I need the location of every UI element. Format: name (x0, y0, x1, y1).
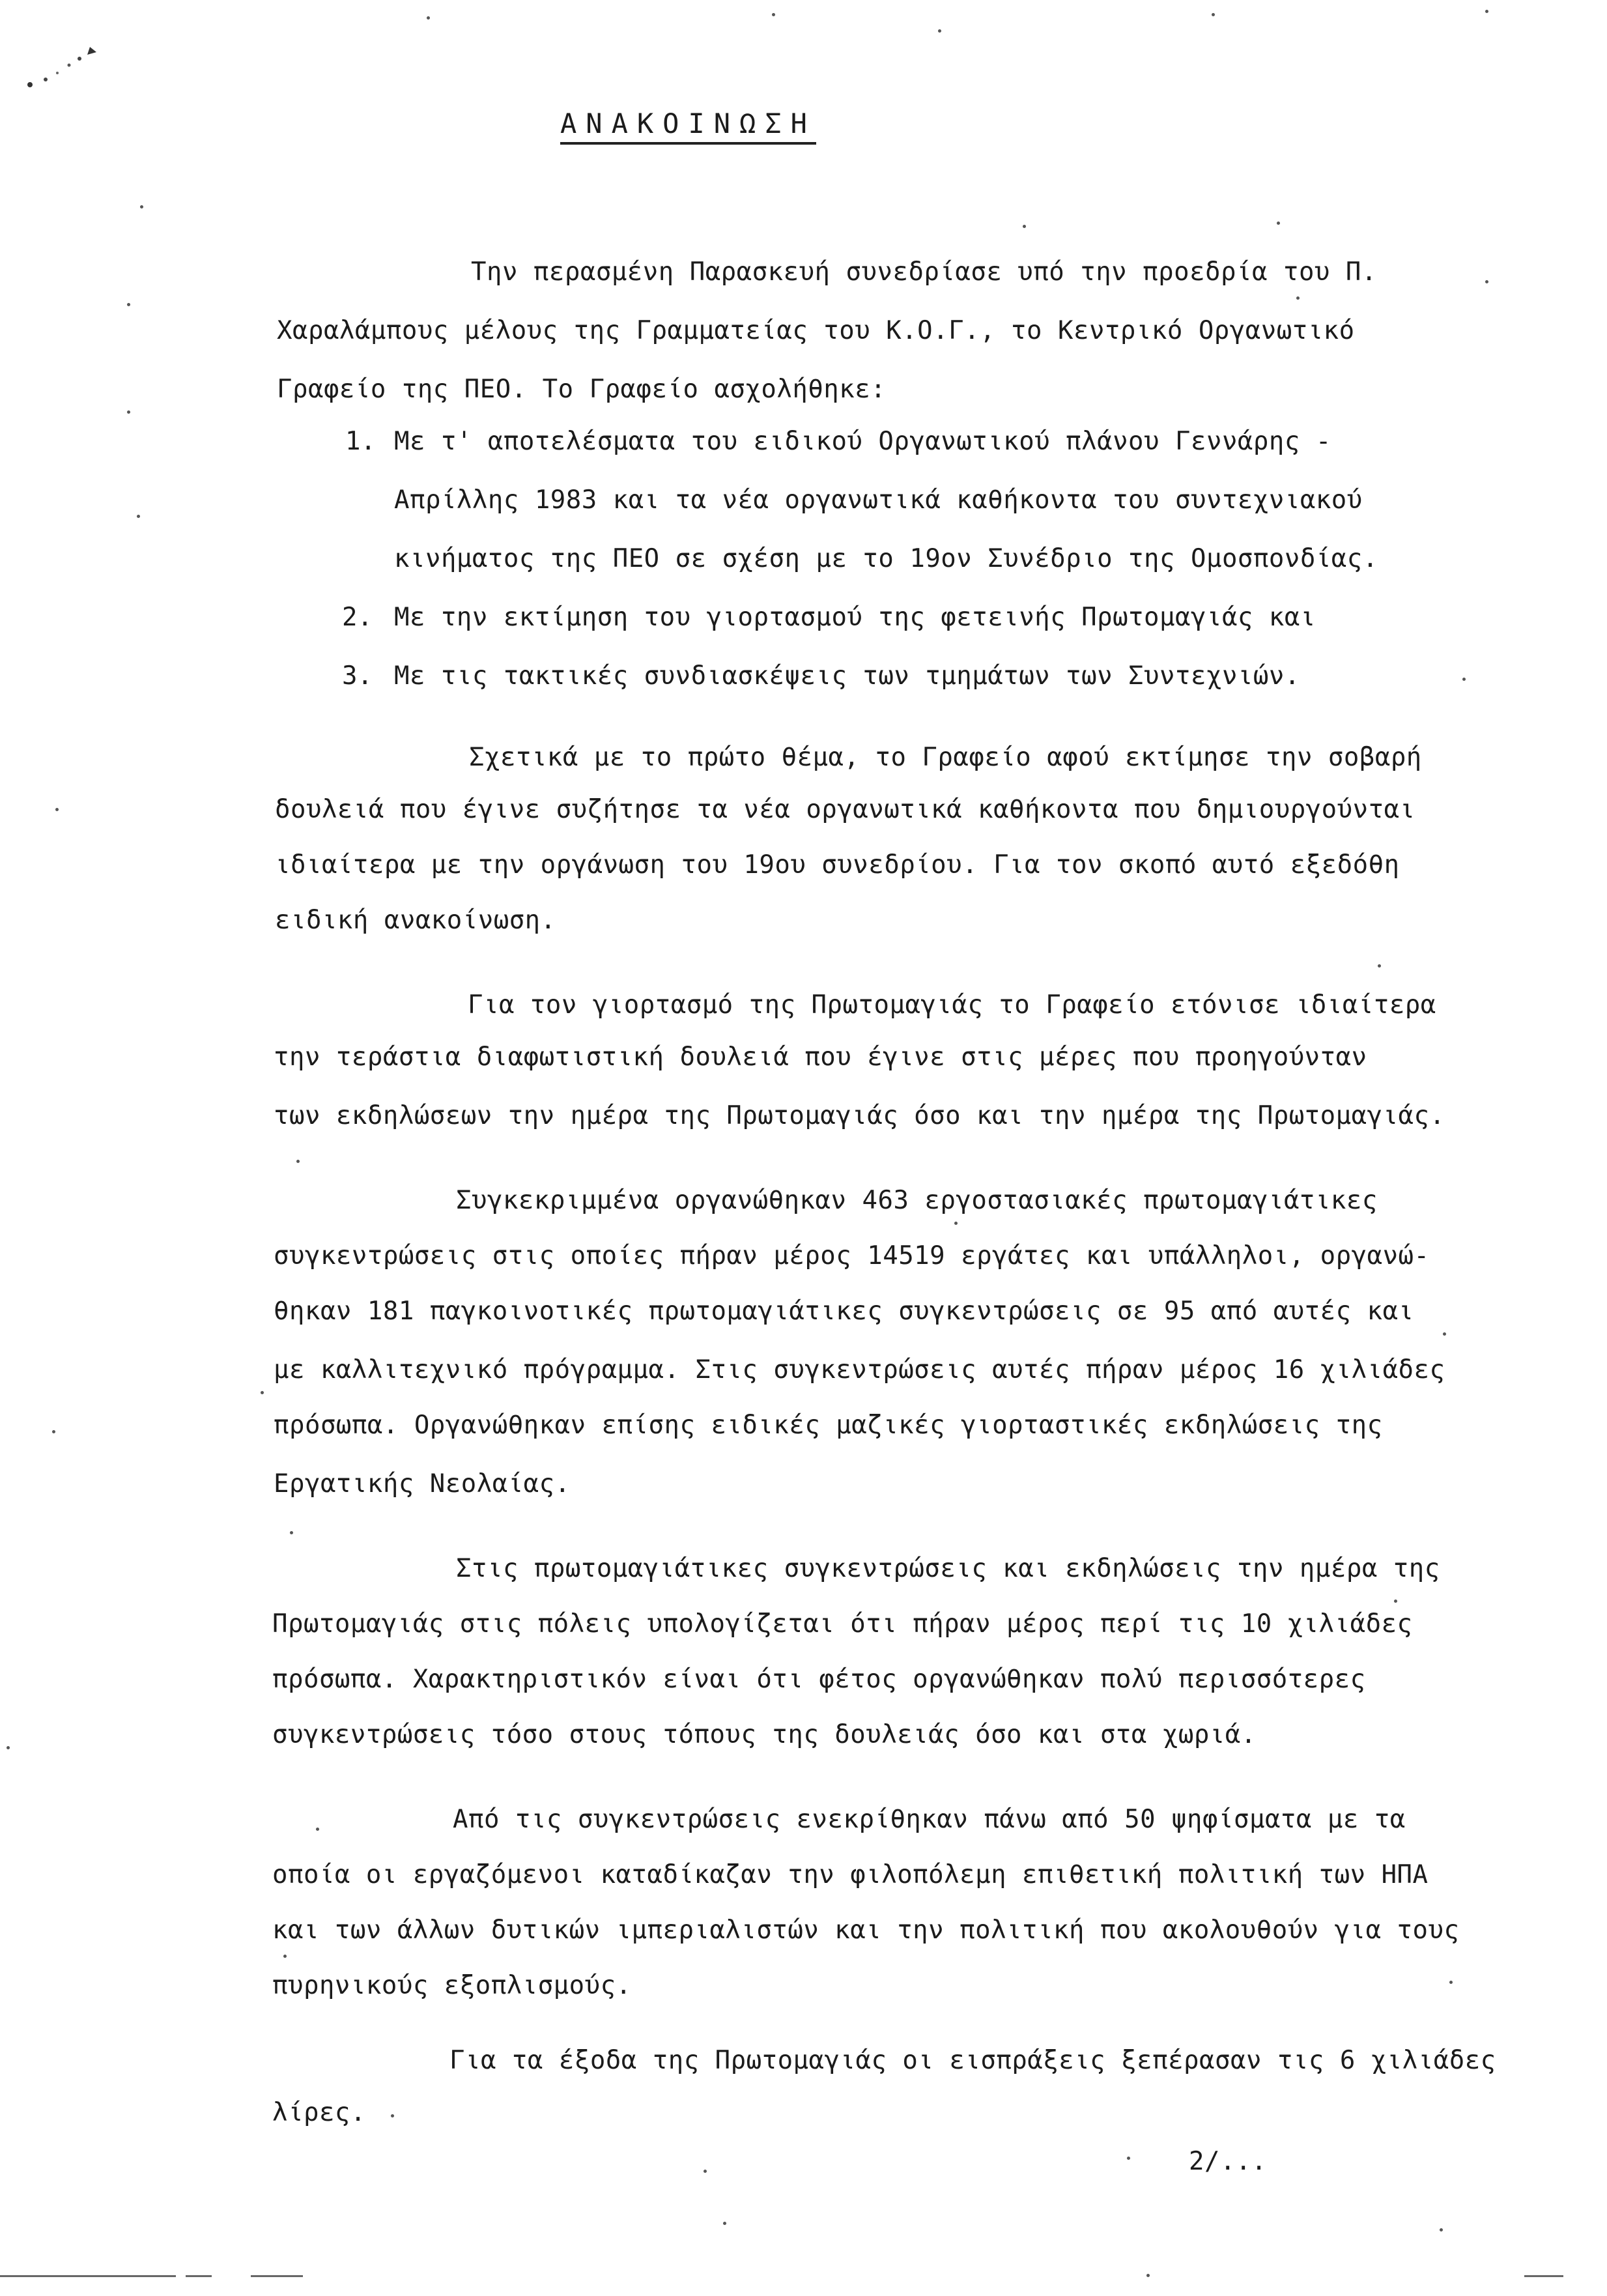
paragraph-line: δουλειά που έγινε συζήτησε τα νέα οργανωτικά καθήκοντα που δημιουργούνται (275, 795, 1415, 824)
scan-speck (1277, 222, 1280, 225)
scan-edge-line (186, 2275, 212, 2277)
scan-speck (261, 1391, 264, 1394)
paragraph-line: πυρηνικούς εξοπλισμούς. (272, 1971, 632, 2000)
scan-speck (1485, 280, 1488, 283)
paragraph-line: οποία οι εργαζόμενοι καταδίκαζαν την φιλοπόλεμη επιθετική πολιτική των ΗΠΑ (272, 1860, 1429, 1889)
paragraph-line: Γραφείο της ΠΕΟ. Το Γραφείο ασχολήθηκε: (277, 375, 887, 404)
list-item-number: 1. (345, 427, 376, 456)
paragraph-line: Πρωτομαγιάς στις πόλεις υπολογίζεται ότι πήραν μέρος περί τις 10 χιλιάδες (272, 1609, 1413, 1639)
paragraph-line: Χαραλάμπους μέλους της Γραμματείας του Κ.Ο.Γ., το Κεντρικό Οργανωτικό (277, 316, 1355, 345)
scan-speck (1440, 2228, 1443, 2231)
scan-speck (1462, 678, 1466, 681)
scan-speck (7, 1746, 10, 1749)
paragraph-line: Από τις συγκεντρώσεις ενεκρίθηκαν πάνω από 50 ψηφίσματα με τα (453, 1805, 1406, 1834)
scan-speck (1378, 964, 1381, 968)
scan-speck (772, 13, 775, 16)
document-title: ΑΝΑΚΟΙΝΩΣΗ (560, 108, 816, 145)
scan-speck (127, 410, 130, 414)
scan-speck (938, 29, 941, 33)
scan-speck (137, 515, 140, 518)
paragraph-line: Συγκεκριμμένα οργανώθηκαν 463 εργοστασιακές πρωτομαγιάτικες (456, 1186, 1378, 1215)
list-item-line: Απρίλλης 1983 και τα νέα οργανωτικά καθήκοντα του συντεχνιακού (394, 485, 1363, 515)
paragraph-line: Την περασμένη Παρασκευή συνεδρίασε υπό την προεδρία του Π. (471, 257, 1377, 287)
scan-speck (316, 1828, 319, 1831)
scan-speck (1212, 13, 1215, 16)
scan-edge-line (251, 2275, 303, 2277)
scan-speck (52, 1430, 55, 1433)
paragraph-line: Στις πρωτομαγιάτικες συγκεντρώσεις και εκδηλώσεις την ημέρα της (456, 1554, 1440, 1583)
scan-speck (1023, 225, 1026, 228)
scan-speck (704, 2170, 707, 2173)
paragraph-line: Για τον γιορτασμό της Πρωτομαγιάς το Γραφείο ετόνισε ιδιαίτερα (468, 990, 1436, 1020)
paragraph-line: συγκεντρώσεις στις οποίες πήραν μέρος 14519 εργάτες και υπάλληλοι, οργανώ- (274, 1241, 1430, 1270)
scan-speck (1449, 1981, 1453, 1984)
scan-speck (296, 1160, 300, 1163)
paragraph-line: ιδιαίτερα με την οργάνωση του 19ου συνεδρίου. Για τον σκοπό αυτό εξεδόθη (275, 850, 1400, 880)
paragraph-line: και των άλλων δυτικών ιμπεριαλιστών και την πολιτική που ακολουθούν για τους (272, 1916, 1460, 1945)
paragraph-line: Για τα έξοδα της Πρωτομαγιάς οι εισπράξεις ξεπέρασαν τις 6 χιλιάδες (449, 2046, 1496, 2075)
paragraph-line: θηκαν 181 παγκοινοτικές πρωτομαγιάτικες συγκεντρώσεις σε 95 από αυτές και (274, 1297, 1414, 1326)
list-item-number: 3. (342, 661, 373, 691)
paragraph-line: λίρες. (272, 2098, 366, 2127)
scan-speck (1296, 296, 1300, 300)
paragraph-line: Εργατικής Νεολαίας. (274, 1469, 571, 1499)
ink-smudge-mark (20, 33, 98, 91)
scan-speck (283, 1955, 287, 1958)
list-item-line: Με τις τακτικές συνδιασκέψεις των τμημάτων των Συντεχνιών. (394, 661, 1300, 691)
list-item-line: κινήματος της ΠΕΟ σε σχέση με το 19ον Συνέδριο της Ομοσπονδίας. (394, 544, 1378, 573)
scan-speck (391, 2114, 394, 2117)
paragraph-line: των εκδηλώσεων την ημέρα της Πρωτομαγιάς όσο και την ημέρα της Πρωτομαγιάς. (274, 1101, 1445, 1130)
list-item-number: 2. (342, 603, 373, 632)
scan-speck (427, 16, 430, 20)
paragraph-line: την τεράστια διαφωτιστική δουλειά που έγινε στις μέρες που προηγούνταν (274, 1042, 1367, 1072)
scan-speck (290, 1531, 293, 1534)
scan-speck (140, 205, 143, 208)
paragraph-line: πρόσωπα. Χαρακτηριστικόν είναι ότι φέτος οργανώθηκαν πολύ περισσότερες (272, 1665, 1366, 1694)
scan-speck (723, 2222, 726, 2225)
paragraph-line: με καλλιτεχνικό πρόγραμμα. Στις συγκεντρώσεις αυτές πήραν μέρος 16 χιλιάδες (274, 1355, 1445, 1385)
scan-speck (1127, 2157, 1130, 2160)
paragraph-line: συγκεντρώσεις τόσο στους τόπους της δουλειάς όσο και στα χωριά. (272, 1720, 1257, 1749)
paragraph-line: ειδική ανακοίνωση. (275, 906, 556, 935)
list-item-line: Με τ' αποτελέσματα του ειδικού Οργανωτικού πλάνου Γεννάρης - (394, 427, 1331, 456)
scan-speck (127, 303, 130, 306)
scan-speck (1443, 1332, 1446, 1336)
scan-edge-line (1524, 2275, 1563, 2277)
paragraph-line: Σχετικά με το πρώτο θέμα, το Γραφείο αφού εκτίμησε την σοβαρή (469, 743, 1422, 772)
list-item-line: Με την εκτίμηση του γιορτασμού της φετεινής Πρωτομαγιάς και (394, 603, 1316, 632)
page-continuation-marker: 2/... (1189, 2147, 1267, 2176)
scan-speck (1394, 1600, 1397, 1603)
scan-speck (954, 1222, 958, 1225)
scan-speck (1485, 10, 1488, 13)
scan-speck (1146, 2274, 1150, 2277)
scan-speck (55, 808, 59, 811)
scan-edge-line (0, 2275, 176, 2277)
paragraph-line: πρόσωπα. Οργανώθηκαν επίσης ειδικές μαζικές γιορταστικές εκδηλώσεις της (274, 1411, 1383, 1440)
